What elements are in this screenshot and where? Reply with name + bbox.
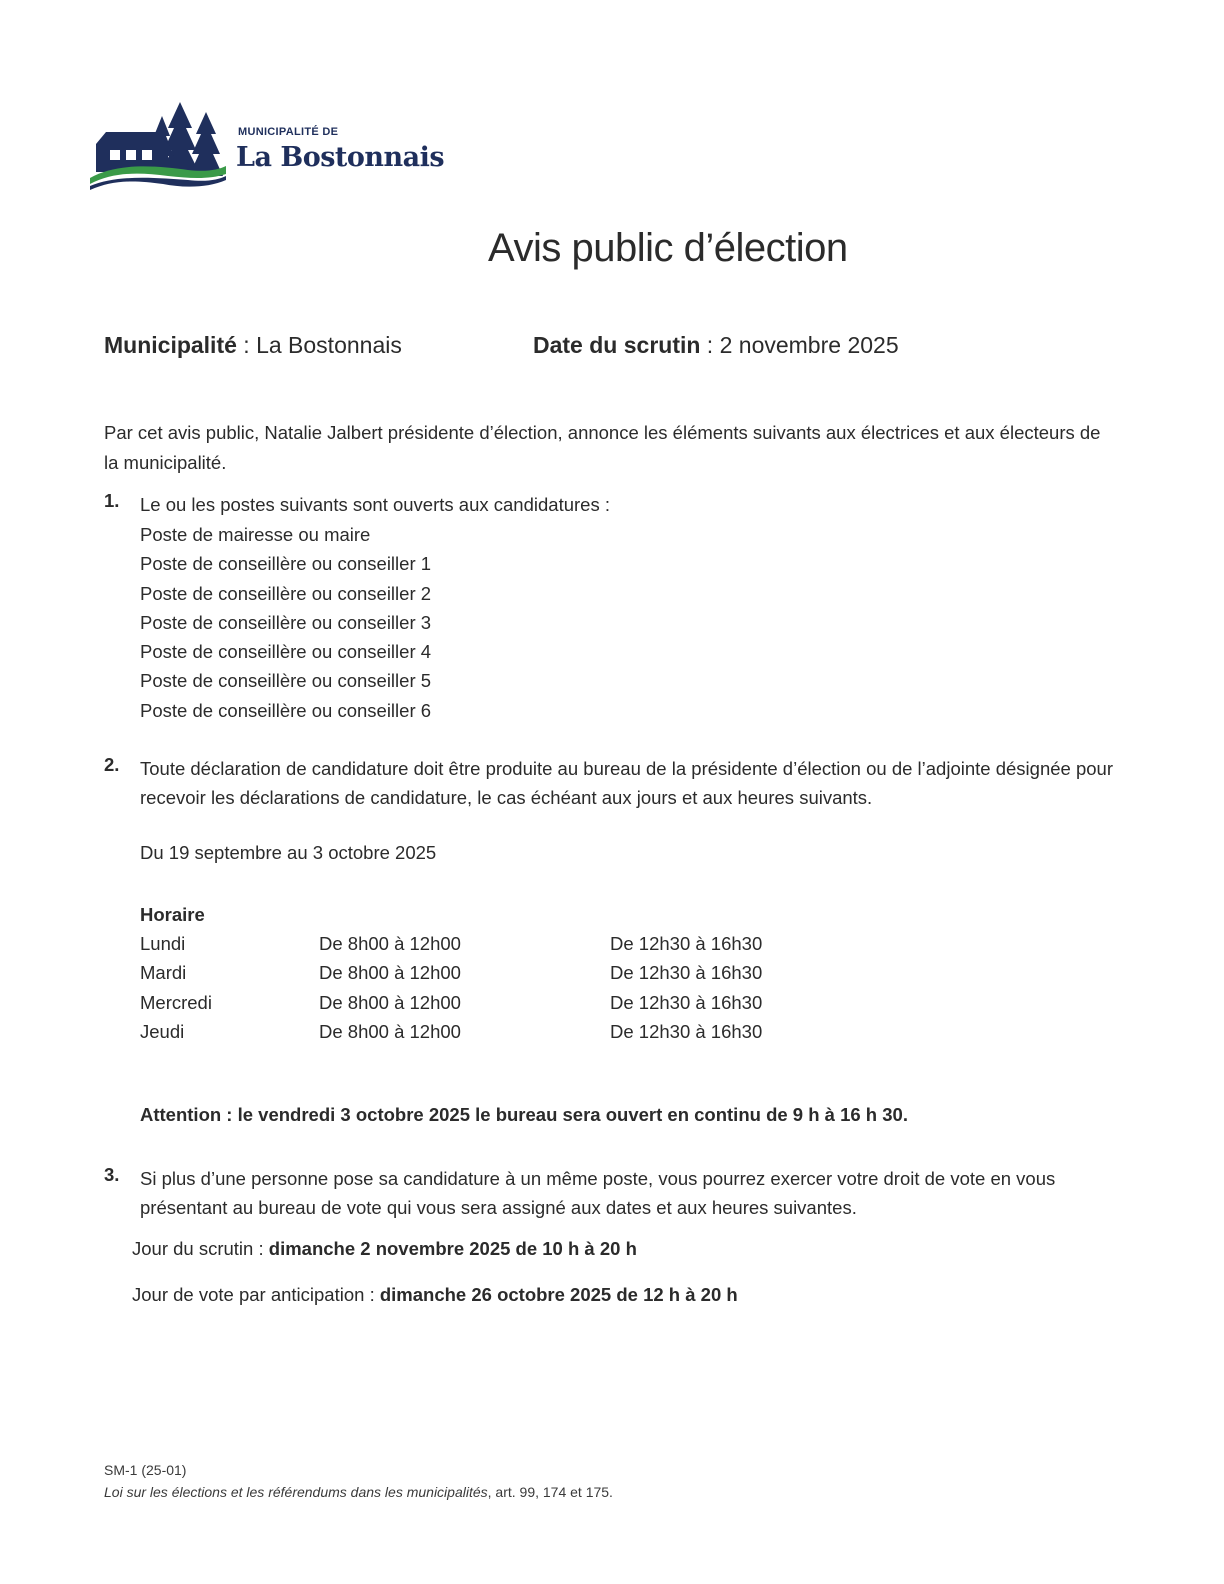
- schedule-table: [140, 900, 763, 1046]
- schedule-day: Mardi: [140, 962, 187, 984]
- scrutin-day-value: dimanche 2 novembre 2025 de 10 h à 20 h: [268, 1238, 637, 1259]
- advance-vote-value: dimanche 26 octobre 2025 de 12 h à 20 h: [379, 1284, 738, 1305]
- municipality-field: [104, 332, 402, 359]
- logo-name-text: La Bostonnais: [236, 142, 445, 173]
- schedule-day: Jeudi: [140, 1020, 185, 1042]
- law-reference: [104, 1484, 613, 1500]
- table-row: [140, 988, 763, 1017]
- attention-note: Attention : le vendredi 3 octobre 2025 le bureau sera ouvert en continu de 9 h à 16 h 30.: [140, 1104, 908, 1125]
- schedule-afternoon: De 12h30 à 16h30: [610, 962, 763, 984]
- list-item: Poste de conseillère ou conseiller 5: [140, 670, 432, 692]
- section-1-number: 1.: [104, 490, 120, 511]
- table-row: [140, 958, 763, 987]
- schedule-heading: Horaire: [140, 904, 205, 925]
- table-row: [140, 1017, 763, 1046]
- schedule-morning: De 8h00 à 12h00: [319, 933, 461, 954]
- schedule-day: Lundi: [140, 933, 186, 954]
- table-row: [140, 929, 763, 958]
- poste-list: [140, 520, 431, 725]
- election-date-label: Date du scrutin: [533, 332, 701, 358]
- section-1-heading: Le ou les postes suivants sont ouverts aux candidatures :: [140, 494, 610, 515]
- law-articles: , art. 99, 174 et 175.: [487, 1484, 613, 1500]
- scrutin-day-line: [132, 1238, 637, 1260]
- section-2-number: 2.: [104, 754, 120, 775]
- section-2-paragraph: Toute déclaration de candidature doit être produite au bureau de la présidente d’élection ou de l’adjointe désignée pour recevoir les déclarations de candidature, le cas échéant aux jours et aux heures suivants.: [140, 758, 1113, 809]
- schedule-day: Mercredi: [140, 991, 212, 1013]
- election-date-field: [533, 332, 899, 359]
- schedule-afternoon: De 12h30 à 16h30: [610, 991, 763, 1013]
- list-item: Poste de conseillère ou conseiller 6: [140, 699, 432, 721]
- list-item: Poste de conseillère ou conseiller 2: [140, 582, 432, 604]
- law-title: Loi sur les élections et les référendums dans les municipalités: [104, 1484, 488, 1500]
- schedule-morning: De 8h00 à 12h00: [319, 962, 461, 984]
- municipality-value: : La Bostonnais: [236, 332, 402, 358]
- scrutin-day-label: Jour du scrutin :: [132, 1238, 269, 1259]
- municipality-label: Municipalité: [104, 332, 237, 358]
- schedule-afternoon: De 12h30 à 16h30: [610, 933, 763, 954]
- form-code: SM-1 (25-01): [104, 1462, 187, 1478]
- election-date-value: : 2 novembre 2025: [700, 332, 899, 358]
- intro-paragraph: Par cet avis public, Natalie Jalbert présidente d’élection, annonce les éléments suivants aux électrices et aux électeurs de la municipalité.: [104, 422, 1101, 473]
- schedule-afternoon: De 12h30 à 16h30: [610, 1020, 763, 1042]
- list-item: Poste de conseillère ou conseiller 3: [140, 611, 432, 633]
- candidature-period: Du 19 septembre au 3 octobre 2025: [140, 842, 437, 863]
- advance-vote-line: [132, 1284, 738, 1306]
- list-item: Poste de mairesse ou maire: [140, 524, 371, 545]
- schedule-morning: De 8h00 à 12h00: [319, 991, 461, 1013]
- section-3-paragraph: Si plus d’une personne pose sa candidature à un même poste, vous pourrez exercer votre droit de vote en vous présentant au bureau de vote qui vous sera assigné aux dates et aux heures suivantes.: [140, 1168, 1056, 1219]
- logo-graphic-icon: [88, 96, 228, 192]
- schedule-morning: De 8h00 à 12h00: [319, 1020, 461, 1042]
- municipality-logo: [88, 96, 448, 192]
- section-3-number: 3.: [104, 1164, 120, 1185]
- advance-vote-label: Jour de vote par anticipation :: [132, 1284, 380, 1305]
- logo-small-text: MUNICIPALITÉ DE: [238, 126, 339, 138]
- page-title: Avis public d’élection: [488, 226, 848, 270]
- list-item: Poste de conseillère ou conseiller 1: [140, 553, 432, 575]
- list-item: Poste de conseillère ou conseiller 4: [140, 641, 432, 663]
